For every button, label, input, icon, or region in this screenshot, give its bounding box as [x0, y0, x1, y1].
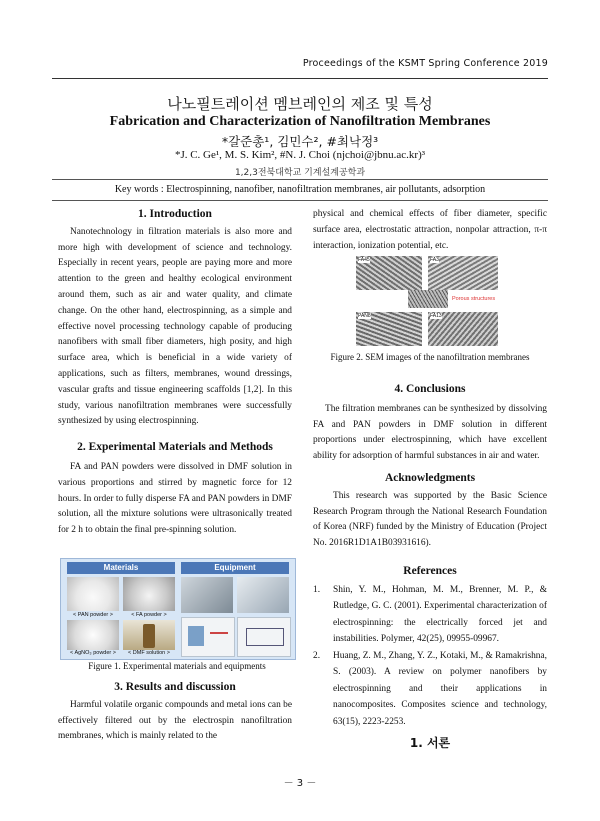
reference-item: [313, 648, 547, 731]
reference-number: 1.: [313, 584, 321, 595]
reference-number: 2.: [313, 650, 321, 661]
figure-2: [322, 254, 540, 346]
korean-section-heading: 1. 서론: [409, 736, 451, 750]
references-list: [313, 582, 547, 731]
equipment-photo-1: [181, 577, 233, 613]
conference-header: Proceedings of the KSMT Spring Conference 2019: [302, 58, 548, 69]
equipment-photo-2: [237, 577, 289, 613]
right-column-bottom: [313, 382, 547, 730]
figure-1: [60, 558, 296, 660]
dmf-solution-photo: [123, 620, 175, 650]
results-paragraph-continued: physical and chemical effects of fiber diameter, specific surface area, electrostatic attraction, nonpolar attraction, π-π interaction, ionization potential, etc.: [313, 209, 547, 251]
reference-text: Huang, Z. M., Zhang, Y. Z., Kotaki, M., & Ramakrishna, S. (2003). A review on polymer nanofibers by electrospinning and their applications in nanocomposites. Composites science and technology, 63(15), 2223-2253.: [333, 650, 547, 727]
methods-paragraph: FA and PAN powders were dissolved in DMF solution in various proportions and stirred by magnetic force for 12 hours. In order to fully disperse FA and PAN powders in DMF solution, all the mixture solutions were ultrasonically treated for 2 h to obtain the final pre-spinning solution.: [58, 461, 292, 536]
equipment-schematic-1: [181, 617, 235, 657]
authors-english: *J. C. Ge¹, M. S. Kim², #N. J. Choi (njchoi@jbnu.ac.kr)³: [174, 149, 426, 161]
results-paragraph: Harmful volatile organic compounds and metal ions can be effectively filtered out by the electrospin nanofiltration membranes, which is mainly related to the: [58, 699, 292, 742]
header-rule: [52, 78, 548, 79]
reference-item: [313, 582, 547, 648]
fa-powder-label: < FA powder >: [131, 612, 167, 618]
intro-paragraph: Nanotechnology in filtration materials is also more and more high with development of science and technology. Especially in recent years, people are paying more and more attention to the green and healthy ecological environment around them, such as air and water quality, and climate change. On the other hand, electrospinning, as a simple and effective novel processing technology capable of producing nanofibers with small fiber diameters, high posity, and high surface area, which is beneficial in a wide variety of applications, such as filters, membranes, wound dressings, vascular grafts and tissue engineering scaffolds [1,2]. In this study, various nanofiltration membranes were successfully synthesized by using electrospinning.: [58, 226, 292, 427]
fa-powder-photo: [123, 577, 175, 611]
left-column: [58, 207, 292, 539]
references-heading: References: [403, 564, 457, 577]
sem-label-pan8: PAN8: [358, 313, 371, 319]
keywords-bottom-rule: [52, 200, 548, 201]
sem-label-fa3: FA3: [430, 257, 439, 263]
conclusions-heading: 4. Conclusions: [394, 383, 466, 395]
keywords: Key words : Electrospinning, nanofiber, nanofiltration membranes, air pollutants, adsorption: [114, 184, 486, 195]
sem-image-pan8: [356, 312, 422, 346]
sem-image-fa3: [428, 256, 498, 290]
sem-image-fa13: [428, 312, 498, 346]
figure-2-caption: Figure 2. SEM images of the nanofiltration membranes: [330, 352, 530, 362]
page-number: － 3 －: [283, 778, 317, 789]
agno3-powder-label: < AgNO₃ powder >: [70, 650, 116, 656]
keywords-top-rule: [52, 179, 548, 180]
materials-tab: Materials: [67, 562, 175, 574]
title-english: Fabrication and Characterization of Nanofiltration Membranes: [109, 114, 491, 129]
porous-structures-label: Porous structures: [452, 296, 496, 302]
pan-powder-label: < PAN powder >: [73, 612, 113, 618]
affiliation: 1,2,3전북대학교 기계설계공학과: [234, 168, 366, 178]
dmf-solution-label: < DMF solution >: [128, 650, 170, 656]
results-section: [58, 680, 292, 745]
figure-1-caption: Figure 1. Experimental materials and equipments: [88, 661, 266, 671]
sem-label-fa45: FA45: [358, 257, 370, 263]
equipment-schematic-2: [237, 617, 291, 657]
right-column-top: [313, 207, 547, 254]
results-heading: 3. Results and discussion: [114, 681, 236, 693]
methods-heading: 2. Experimental Materials and Methods: [77, 441, 273, 454]
equipment-tab: Equipment: [181, 562, 289, 574]
agno3-powder-photo: [67, 620, 119, 650]
acknowledgments-paragraph: This research was supported by the Basic Science Research Program through the National Research Foundation of Korea (NRF) funded by the Ministry of Education (Project No. 2016R1D1A1B03931616).: [313, 490, 547, 549]
intro-heading: 1. Introduction: [138, 208, 212, 220]
sem-image-center: [408, 290, 448, 308]
acknowledgments-heading: Acknowledgments: [384, 471, 476, 484]
conclusions-paragraph: The filtration membranes can be synthesized by dissolving FA and PAN powders in DMF solution in different proportions under electrospinning, which have excellent ability for adsorption of harmful substances in air and water.: [313, 403, 547, 462]
reference-text: Shin, Y. M., Hohman, M. M., Brenner, M. P., & Rutledge, G. C. (2001). Experimental characterization of electrospinning: the electrically forced jet and instabilities. Polymer, 42(25), 09955-09967.: [333, 584, 547, 645]
title-korean: 나노필트레이션 멤브레인의 제조 및 특성: [167, 95, 433, 113]
authors-korean: *갈준총¹, 김민수², #최낙정³: [221, 134, 379, 149]
pan-powder-photo: [67, 577, 119, 611]
sem-label-fa13: FA13: [430, 313, 442, 319]
sem-image-fa45: [356, 256, 422, 290]
